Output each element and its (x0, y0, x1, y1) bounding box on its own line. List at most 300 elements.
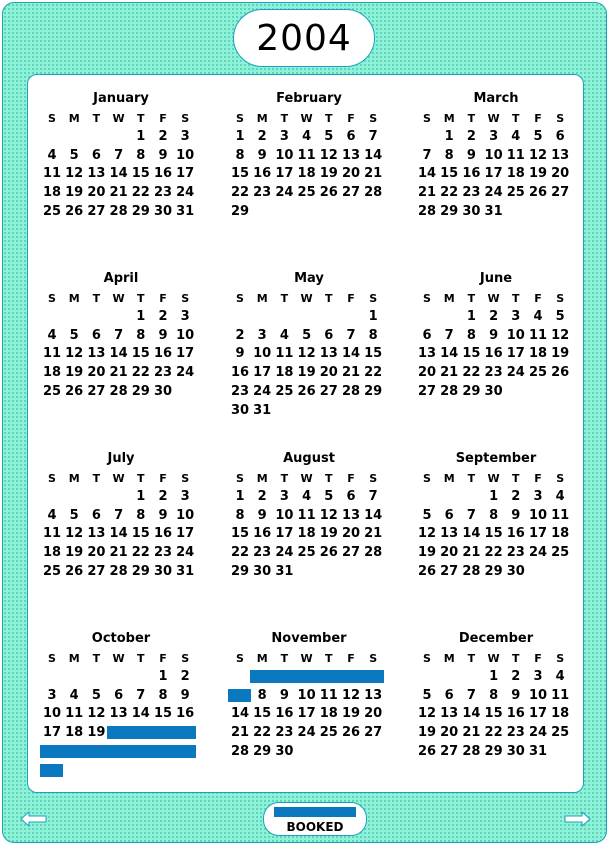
day-cell[interactable]: 9 (158, 507, 168, 523)
day-cell[interactable]: 20 (417, 365, 437, 381)
day-cell[interactable]: 13 (87, 346, 106, 362)
day-cell[interactable]: 16 (153, 166, 173, 182)
day-cell[interactable]: 13 (87, 526, 106, 542)
day-cell[interactable]: 13 (109, 706, 128, 722)
day-cell[interactable]: 10 (275, 147, 294, 163)
day-cell[interactable]: 7 (368, 129, 378, 144)
day-cell[interactable]: 8 (158, 687, 168, 703)
day-cell[interactable]: 31 (253, 402, 272, 418)
day-cell[interactable]: 29 (131, 203, 150, 219)
day-cell[interactable]: 23 (253, 545, 272, 561)
day-cell[interactable]: 15 (131, 346, 150, 362)
day-cell[interactable]: 14 (364, 147, 383, 163)
day-cell[interactable]: 1 (368, 309, 378, 324)
day-cell[interactable]: 29 (230, 203, 250, 219)
day-cell[interactable]: 8 (235, 147, 245, 163)
day-cell[interactable]: 5 (302, 327, 312, 343)
day-cell[interactable]: 17 (528, 526, 548, 542)
day-cell[interactable]: 25 (42, 203, 62, 219)
day-cell[interactable]: 4 (555, 669, 565, 684)
booked-day[interactable] (317, 670, 340, 683)
day-cell[interactable]: 26 (65, 383, 84, 399)
day-cell[interactable]: 14 (109, 526, 128, 542)
day-cell[interactable]: 19 (319, 526, 338, 542)
day-cell[interactable]: 22 (440, 185, 459, 201)
day-cell[interactable]: 5 (422, 687, 432, 703)
day-cell[interactable]: 18 (42, 545, 62, 561)
day-cell[interactable]: 3 (511, 309, 521, 324)
booked-day[interactable] (62, 745, 85, 758)
day-cell[interactable]: 4 (302, 129, 312, 144)
day-cell[interactable]: 25 (297, 185, 316, 201)
day-cell[interactable]: 16 (506, 706, 525, 722)
day-cell[interactable]: 28 (462, 743, 481, 759)
day-cell[interactable]: 16 (153, 526, 173, 542)
day-cell[interactable]: 17 (176, 346, 195, 362)
day-cell[interactable]: 20 (87, 545, 106, 561)
day-cell[interactable]: 20 (87, 365, 106, 381)
day-cell[interactable]: 11 (42, 526, 62, 542)
day-cell[interactable]: 26 (319, 545, 338, 561)
day-cell[interactable]: 5 (69, 327, 79, 343)
day-cell[interactable]: 21 (341, 365, 361, 381)
day-cell[interactable]: 24 (506, 365, 525, 381)
day-cell[interactable]: 21 (364, 166, 383, 182)
day-cell[interactable]: 23 (153, 545, 173, 561)
day-cell[interactable]: 21 (462, 545, 481, 561)
day-cell[interactable]: 27 (87, 203, 106, 219)
day-cell[interactable]: 20 (551, 166, 570, 182)
day-cell[interactable]: 20 (440, 545, 459, 561)
day-cell[interactable]: 5 (422, 507, 432, 523)
day-cell[interactable]: 12 (65, 346, 84, 362)
booked-day[interactable] (84, 745, 107, 758)
day-cell[interactable]: 12 (417, 526, 437, 542)
day-cell[interactable]: 30 (253, 563, 272, 579)
day-cell[interactable]: 22 (230, 185, 250, 201)
day-cell[interactable]: 15 (131, 166, 150, 182)
day-cell[interactable]: 3 (47, 687, 57, 703)
day-cell[interactable]: 29 (484, 743, 503, 759)
day-cell[interactable]: 28 (109, 383, 128, 399)
day-cell[interactable]: 16 (230, 365, 250, 381)
booked-day[interactable] (40, 745, 63, 758)
day-cell[interactable]: 13 (551, 147, 570, 163)
day-cell[interactable]: 29 (462, 383, 481, 399)
day-cell[interactable]: 31 (275, 563, 294, 579)
day-cell[interactable]: 25 (528, 365, 548, 381)
day-cell[interactable]: 21 (230, 725, 250, 741)
day-cell[interactable]: 27 (341, 545, 361, 561)
day-cell[interactable]: 1 (235, 129, 245, 144)
day-cell[interactable]: 18 (551, 706, 570, 722)
day-cell[interactable]: 6 (444, 507, 454, 523)
day-cell[interactable]: 9 (489, 327, 499, 343)
day-cell[interactable]: 14 (109, 346, 128, 362)
day-cell[interactable]: 11 (506, 147, 525, 163)
booked-day[interactable] (151, 745, 174, 758)
day-cell[interactable]: 29 (440, 203, 459, 219)
day-cell[interactable]: 17 (506, 346, 525, 362)
day-cell[interactable]: 11 (528, 327, 548, 343)
day-cell[interactable]: 4 (279, 327, 289, 343)
day-cell[interactable]: 29 (131, 563, 150, 579)
day-cell[interactable]: 9 (257, 147, 267, 163)
day-cell[interactable]: 16 (253, 526, 272, 542)
day-cell[interactable]: 19 (551, 346, 570, 362)
day-cell[interactable]: 26 (417, 563, 437, 579)
day-cell[interactable]: 3 (533, 669, 543, 684)
day-cell[interactable]: 30 (275, 743, 294, 759)
day-cell[interactable]: 17 (297, 706, 316, 722)
day-cell[interactable]: 4 (555, 489, 565, 504)
day-cell[interactable]: 26 (319, 185, 338, 201)
day-cell[interactable]: 3 (257, 327, 267, 343)
day-cell[interactable]: 14 (364, 507, 383, 523)
day-cell[interactable]: 24 (253, 383, 272, 399)
day-cell[interactable]: 10 (528, 687, 548, 703)
day-cell[interactable]: 7 (114, 327, 124, 343)
day-cell[interactable]: 19 (65, 185, 84, 201)
day-cell[interactable]: 4 (533, 309, 543, 324)
day-cell[interactable]: 2 (158, 129, 168, 144)
day-cell[interactable]: 3 (180, 489, 190, 504)
day-cell[interactable]: 9 (158, 147, 168, 163)
day-cell[interactable]: 30 (153, 383, 173, 399)
day-cell[interactable]: 10 (176, 147, 195, 163)
day-cell[interactable]: 5 (324, 129, 334, 144)
day-cell[interactable]: 4 (511, 129, 521, 144)
day-cell[interactable]: 27 (341, 185, 361, 201)
day-cell[interactable]: 12 (417, 706, 437, 722)
day-cell[interactable]: 8 (444, 147, 454, 163)
day-cell[interactable]: 27 (364, 725, 383, 741)
day-cell[interactable]: 24 (176, 365, 195, 381)
day-cell[interactable]: 7 (368, 489, 378, 504)
day-cell[interactable]: 30 (153, 203, 173, 219)
day-cell[interactable]: 10 (42, 706, 62, 722)
day-cell[interactable]: 6 (346, 129, 356, 144)
day-cell[interactable]: 18 (297, 526, 316, 542)
day-cell[interactable]: 26 (551, 365, 570, 381)
booked-day[interactable] (295, 670, 318, 683)
day-cell[interactable]: 16 (176, 706, 195, 722)
day-cell[interactable]: 6 (555, 129, 565, 144)
day-cell[interactable]: 8 (466, 327, 476, 343)
day-cell[interactable]: 30 (506, 743, 525, 759)
day-cell[interactable]: 30 (153, 563, 173, 579)
day-cell[interactable]: 6 (444, 687, 454, 703)
day-cell[interactable]: 9 (511, 687, 521, 703)
day-cell[interactable]: 6 (422, 327, 432, 343)
day-cell[interactable]: 25 (297, 545, 316, 561)
day-cell[interactable]: 21 (109, 545, 128, 561)
day-cell[interactable]: 5 (69, 147, 79, 163)
day-cell[interactable]: 7 (114, 147, 124, 163)
day-cell[interactable]: 31 (528, 743, 548, 759)
day-cell[interactable]: 3 (279, 129, 289, 144)
day-cell[interactable]: 15 (484, 706, 503, 722)
day-cell[interactable]: 30 (484, 383, 503, 399)
day-cell[interactable]: 6 (114, 687, 124, 703)
day-cell[interactable]: 11 (297, 507, 316, 523)
day-cell[interactable]: 13 (364, 687, 383, 703)
booked-day[interactable] (151, 726, 174, 739)
day-cell[interactable]: 5 (324, 489, 334, 504)
day-cell[interactable]: 26 (297, 383, 316, 399)
day-cell[interactable]: 11 (65, 706, 84, 722)
booked-day[interactable] (107, 726, 130, 739)
day-cell[interactable]: 26 (65, 203, 84, 219)
day-cell[interactable]: 24 (176, 185, 195, 201)
day-cell[interactable]: 9 (235, 346, 245, 362)
day-cell[interactable]: 21 (440, 365, 459, 381)
day-cell[interactable]: 28 (341, 383, 361, 399)
day-cell[interactable]: 21 (462, 725, 481, 741)
day-cell[interactable]: 27 (417, 383, 437, 399)
day-cell[interactable]: 16 (462, 166, 481, 182)
booked-day[interactable] (107, 745, 130, 758)
day-cell[interactable]: 18 (528, 346, 548, 362)
day-cell[interactable]: 23 (484, 365, 503, 381)
day-cell[interactable]: 21 (109, 185, 128, 201)
day-cell[interactable]: 18 (275, 365, 294, 381)
day-cell[interactable]: 18 (297, 166, 316, 182)
day-cell[interactable]: 11 (42, 166, 62, 182)
day-cell[interactable]: 24 (528, 545, 548, 561)
day-cell[interactable]: 13 (319, 346, 338, 362)
day-cell[interactable]: 16 (253, 166, 272, 182)
day-cell[interactable]: 27 (319, 383, 338, 399)
day-cell[interactable]: 10 (253, 346, 272, 362)
day-cell[interactable]: 2 (158, 489, 168, 504)
day-cell[interactable]: 30 (462, 203, 481, 219)
day-cell[interactable]: 12 (319, 507, 338, 523)
day-cell[interactable]: 21 (364, 526, 383, 542)
day-cell[interactable]: 16 (153, 346, 173, 362)
day-cell[interactable]: 10 (176, 327, 195, 343)
day-cell[interactable]: 11 (551, 687, 570, 703)
booked-day[interactable] (129, 745, 152, 758)
booked-day[interactable] (250, 670, 273, 683)
day-cell[interactable]: 7 (114, 507, 124, 523)
day-cell[interactable]: 2 (257, 489, 267, 504)
day-cell[interactable]: 9 (180, 687, 190, 703)
right-arrow-icon[interactable] (563, 810, 591, 828)
day-cell[interactable]: 27 (87, 383, 106, 399)
day-cell[interactable]: 18 (551, 526, 570, 542)
day-cell[interactable]: 27 (440, 563, 459, 579)
day-cell[interactable]: 5 (555, 309, 565, 324)
day-cell[interactable]: 31 (484, 203, 503, 219)
day-cell[interactable]: 7 (136, 687, 146, 703)
day-cell[interactable]: 26 (341, 725, 361, 741)
day-cell[interactable]: 28 (440, 383, 459, 399)
day-cell[interactable]: 7 (466, 687, 476, 703)
day-cell[interactable]: 30 (506, 563, 525, 579)
day-cell[interactable]: 19 (319, 166, 338, 182)
day-cell[interactable]: 22 (253, 725, 272, 741)
day-cell[interactable]: 14 (109, 166, 128, 182)
day-cell[interactable]: 8 (489, 687, 499, 703)
left-arrow-icon[interactable] (20, 810, 48, 828)
day-cell[interactable]: 4 (47, 507, 57, 523)
day-cell[interactable]: 29 (253, 743, 272, 759)
day-cell[interactable]: 12 (297, 346, 316, 362)
day-cell[interactable]: 21 (109, 365, 128, 381)
day-cell[interactable]: 2 (235, 327, 245, 343)
day-cell[interactable]: 15 (484, 526, 503, 542)
day-cell[interactable]: 11 (42, 346, 62, 362)
day-cell[interactable]: 10 (484, 147, 503, 163)
day-cell[interactable]: 23 (253, 185, 272, 201)
day-cell[interactable]: 2 (511, 489, 521, 504)
day-cell[interactable]: 10 (275, 507, 294, 523)
day-cell[interactable]: 1 (489, 489, 499, 504)
day-cell[interactable]: 12 (528, 147, 548, 163)
day-cell[interactable]: 6 (346, 489, 356, 504)
day-cell[interactable]: 23 (462, 185, 481, 201)
day-cell[interactable]: 24 (528, 725, 548, 741)
day-cell[interactable]: 7 (346, 327, 356, 343)
day-cell[interactable]: 19 (87, 725, 106, 741)
day-cell[interactable]: 17 (42, 725, 62, 741)
day-cell[interactable]: 10 (297, 687, 316, 703)
day-cell[interactable]: 1 (158, 669, 168, 684)
day-cell[interactable]: 4 (47, 147, 57, 163)
day-cell[interactable]: 15 (230, 526, 250, 542)
day-cell[interactable]: 16 (275, 706, 294, 722)
day-cell[interactable]: 3 (180, 129, 190, 144)
day-cell[interactable]: 22 (462, 365, 481, 381)
day-cell[interactable]: 1 (466, 309, 476, 324)
day-cell[interactable]: 13 (440, 706, 459, 722)
booked-day[interactable] (173, 745, 196, 758)
day-cell[interactable]: 8 (257, 687, 267, 703)
day-cell[interactable]: 26 (65, 563, 84, 579)
day-cell[interactable]: 12 (65, 166, 84, 182)
day-cell[interactable]: 5 (91, 687, 101, 703)
day-cell[interactable]: 8 (368, 327, 378, 343)
day-cell[interactable]: 20 (87, 185, 106, 201)
day-cell[interactable]: 28 (230, 743, 250, 759)
day-cell[interactable]: 23 (506, 545, 525, 561)
day-cell[interactable]: 13 (417, 346, 437, 362)
day-cell[interactable]: 9 (466, 147, 476, 163)
day-cell[interactable]: 30 (230, 402, 250, 418)
day-cell[interactable]: 25 (275, 383, 294, 399)
day-cell[interactable]: 27 (87, 563, 106, 579)
day-cell[interactable]: 2 (511, 669, 521, 684)
day-cell[interactable]: 25 (506, 185, 525, 201)
day-cell[interactable]: 24 (484, 185, 503, 201)
day-cell[interactable]: 22 (230, 545, 250, 561)
day-cell[interactable]: 22 (131, 545, 150, 561)
day-cell[interactable]: 6 (91, 327, 101, 343)
day-cell[interactable]: 24 (176, 545, 195, 561)
day-cell[interactable]: 5 (69, 507, 79, 523)
day-cell[interactable]: 9 (511, 507, 521, 523)
day-cell[interactable]: 25 (551, 725, 570, 741)
day-cell[interactable]: 8 (489, 507, 499, 523)
day-cell[interactable]: 7 (466, 507, 476, 523)
day-cell[interactable]: 17 (275, 526, 294, 542)
day-cell[interactable]: 17 (253, 365, 272, 381)
day-cell[interactable]: 7 (422, 147, 432, 163)
day-cell[interactable]: 18 (506, 166, 525, 182)
day-cell[interactable]: 13 (341, 147, 361, 163)
day-cell[interactable]: 23 (153, 185, 173, 201)
day-cell[interactable]: 10 (176, 507, 195, 523)
day-cell[interactable]: 17 (176, 166, 195, 182)
day-cell[interactable]: 27 (440, 743, 459, 759)
day-cell[interactable]: 23 (275, 725, 294, 741)
day-cell[interactable]: 14 (440, 346, 459, 362)
day-cell[interactable]: 3 (489, 129, 499, 144)
day-cell[interactable]: 26 (528, 185, 548, 201)
day-cell[interactable]: 1 (444, 129, 454, 144)
day-cell[interactable]: 1 (136, 489, 146, 504)
booked-day[interactable] (129, 726, 152, 739)
day-cell[interactable]: 13 (440, 526, 459, 542)
day-cell[interactable]: 21 (417, 185, 437, 201)
day-cell[interactable]: 18 (319, 706, 338, 722)
day-cell[interactable]: 17 (484, 166, 503, 182)
day-cell[interactable]: 1 (136, 309, 146, 324)
day-cell[interactable]: 8 (136, 147, 146, 163)
day-cell[interactable]: 4 (302, 489, 312, 504)
day-cell[interactable]: 6 (91, 507, 101, 523)
booked-day[interactable] (339, 670, 362, 683)
day-cell[interactable]: 17 (275, 166, 294, 182)
booked-day[interactable] (228, 689, 251, 702)
day-cell[interactable]: 11 (551, 507, 570, 523)
day-cell[interactable]: 18 (42, 185, 62, 201)
day-cell[interactable]: 10 (506, 327, 525, 343)
booked-day[interactable] (40, 764, 63, 777)
day-cell[interactable]: 29 (484, 563, 503, 579)
day-cell[interactable]: 12 (87, 706, 106, 722)
day-cell[interactable]: 23 (506, 725, 525, 741)
day-cell[interactable]: 20 (341, 166, 361, 182)
day-cell[interactable]: 15 (230, 166, 250, 182)
day-cell[interactable]: 6 (91, 147, 101, 163)
day-cell[interactable]: 24 (275, 545, 294, 561)
day-cell[interactable]: 16 (484, 346, 503, 362)
day-cell[interactable]: 31 (176, 203, 195, 219)
day-cell[interactable]: 15 (153, 706, 173, 722)
day-cell[interactable]: 28 (109, 563, 128, 579)
day-cell[interactable]: 11 (297, 147, 316, 163)
day-cell[interactable]: 15 (462, 346, 481, 362)
day-cell[interactable]: 25 (319, 725, 338, 741)
day-cell[interactable]: 18 (42, 365, 62, 381)
day-cell[interactable]: 2 (466, 129, 476, 144)
day-cell[interactable]: 12 (341, 687, 361, 703)
day-cell[interactable]: 3 (533, 489, 543, 504)
day-cell[interactable]: 28 (109, 203, 128, 219)
day-cell[interactable]: 3 (279, 489, 289, 504)
day-cell[interactable]: 28 (462, 563, 481, 579)
day-cell[interactable]: 2 (158, 309, 168, 324)
day-cell[interactable]: 19 (417, 545, 437, 561)
day-cell[interactable]: 14 (341, 346, 361, 362)
day-cell[interactable]: 15 (440, 166, 459, 182)
day-cell[interactable]: 11 (275, 346, 294, 362)
day-cell[interactable]: 7 (444, 327, 454, 343)
day-cell[interactable]: 14 (462, 706, 481, 722)
day-cell[interactable]: 23 (153, 365, 173, 381)
